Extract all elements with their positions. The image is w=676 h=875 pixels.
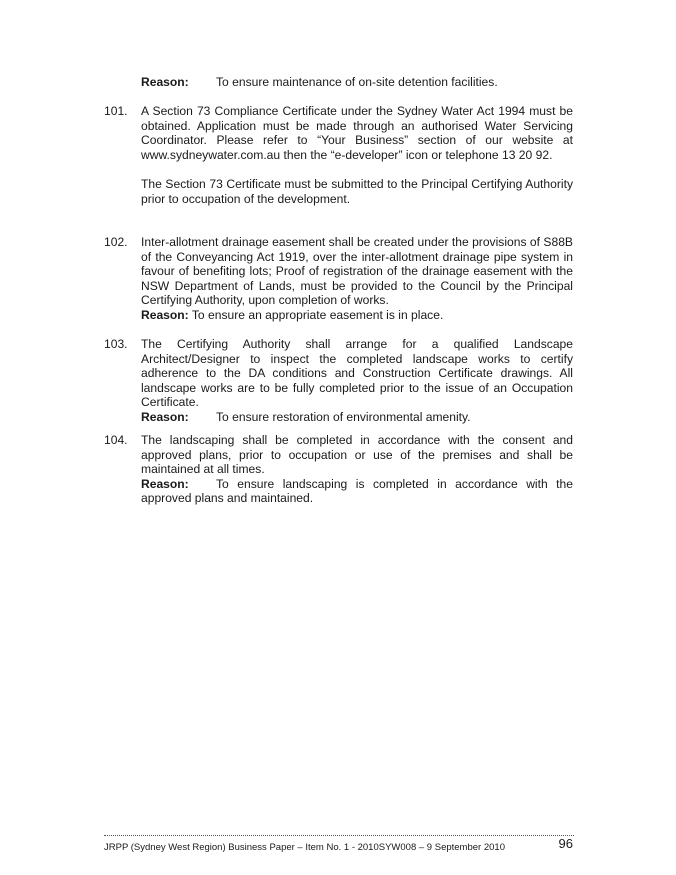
condition-item-101 xyxy=(104,104,573,206)
item-body xyxy=(141,433,573,506)
item-number: 103. xyxy=(104,337,128,351)
condition-item-103 xyxy=(104,337,573,425)
item-reason xyxy=(141,410,573,425)
reason-text: To ensure landscaping is completed in accordance with the approved plans and maintained. xyxy=(141,476,573,506)
item-body xyxy=(141,235,573,323)
footer-text: JRPP (Sydney West Region) Business Paper – Item No. 1 - 2010SYW008 – 9 September 2010 xyxy=(104,842,505,853)
reason-text: To ensure an appropriate easement is in place. xyxy=(191,307,444,322)
top-reason xyxy=(141,75,573,90)
reason-text: To ensure restoration of environmental amenity. xyxy=(216,409,471,424)
item-paragraph: The Section 73 Certificate must be submitted to the Principal Certifying Authority prior to occupation of the development. xyxy=(141,176,573,206)
item-paragraph: Inter-allotment drainage easement shall be created under the provisions of S88B of the Conveyancing Act 1919, over the inter-allotment drainage pipe system in favour of benefiting lots; Proof of registration of the drainage easement with the NSW Department of Lands, must be provided to the Council by the Principal Certifying Authority, upon completion of works. xyxy=(141,235,573,308)
item-body xyxy=(141,104,573,206)
item-paragraph: The Certifying Authority shall arrange for a qualified Landscape Architect/Designer to inspect the completed landscape works to certify adherence to the DA conditions and Construction Certificate drawings. All landscape works are to be fully completed prior to the issue of an Occupation Certificate. xyxy=(141,337,573,410)
condition-item-102 xyxy=(104,235,573,323)
item-body xyxy=(141,337,573,425)
reason-label: Reason: xyxy=(141,75,189,89)
item-number: 102. xyxy=(104,235,128,249)
condition-item-104 xyxy=(104,433,573,506)
reason-label: Reason: xyxy=(141,307,189,322)
reason-label: Reason: xyxy=(141,476,189,491)
item-reason xyxy=(141,308,573,323)
item-number: 104. xyxy=(104,433,128,447)
page-number: 96 xyxy=(558,836,573,851)
item-paragraph: The landscaping shall be completed in accordance with the consent and approved plans, prior to occupation or use of the premises and shall be maintained at all times. xyxy=(141,433,573,477)
reason-text: To ensure maintenance of on-site detention facilities. xyxy=(216,75,498,89)
footer-divider xyxy=(104,835,574,836)
item-reason xyxy=(141,477,573,506)
item-paragraph: A Section 73 Compliance Certificate under the Sydney Water Act 1994 must be obtained. Application must be made through an authorised Water Servicing Coordinator. Please refer to “Your Business” section of our website at www.sydneywater.com.au then the “e-developer” icon or telephone 13 20 92. xyxy=(141,104,573,162)
item-number: 101. xyxy=(104,104,128,118)
reason-label: Reason: xyxy=(141,409,189,424)
